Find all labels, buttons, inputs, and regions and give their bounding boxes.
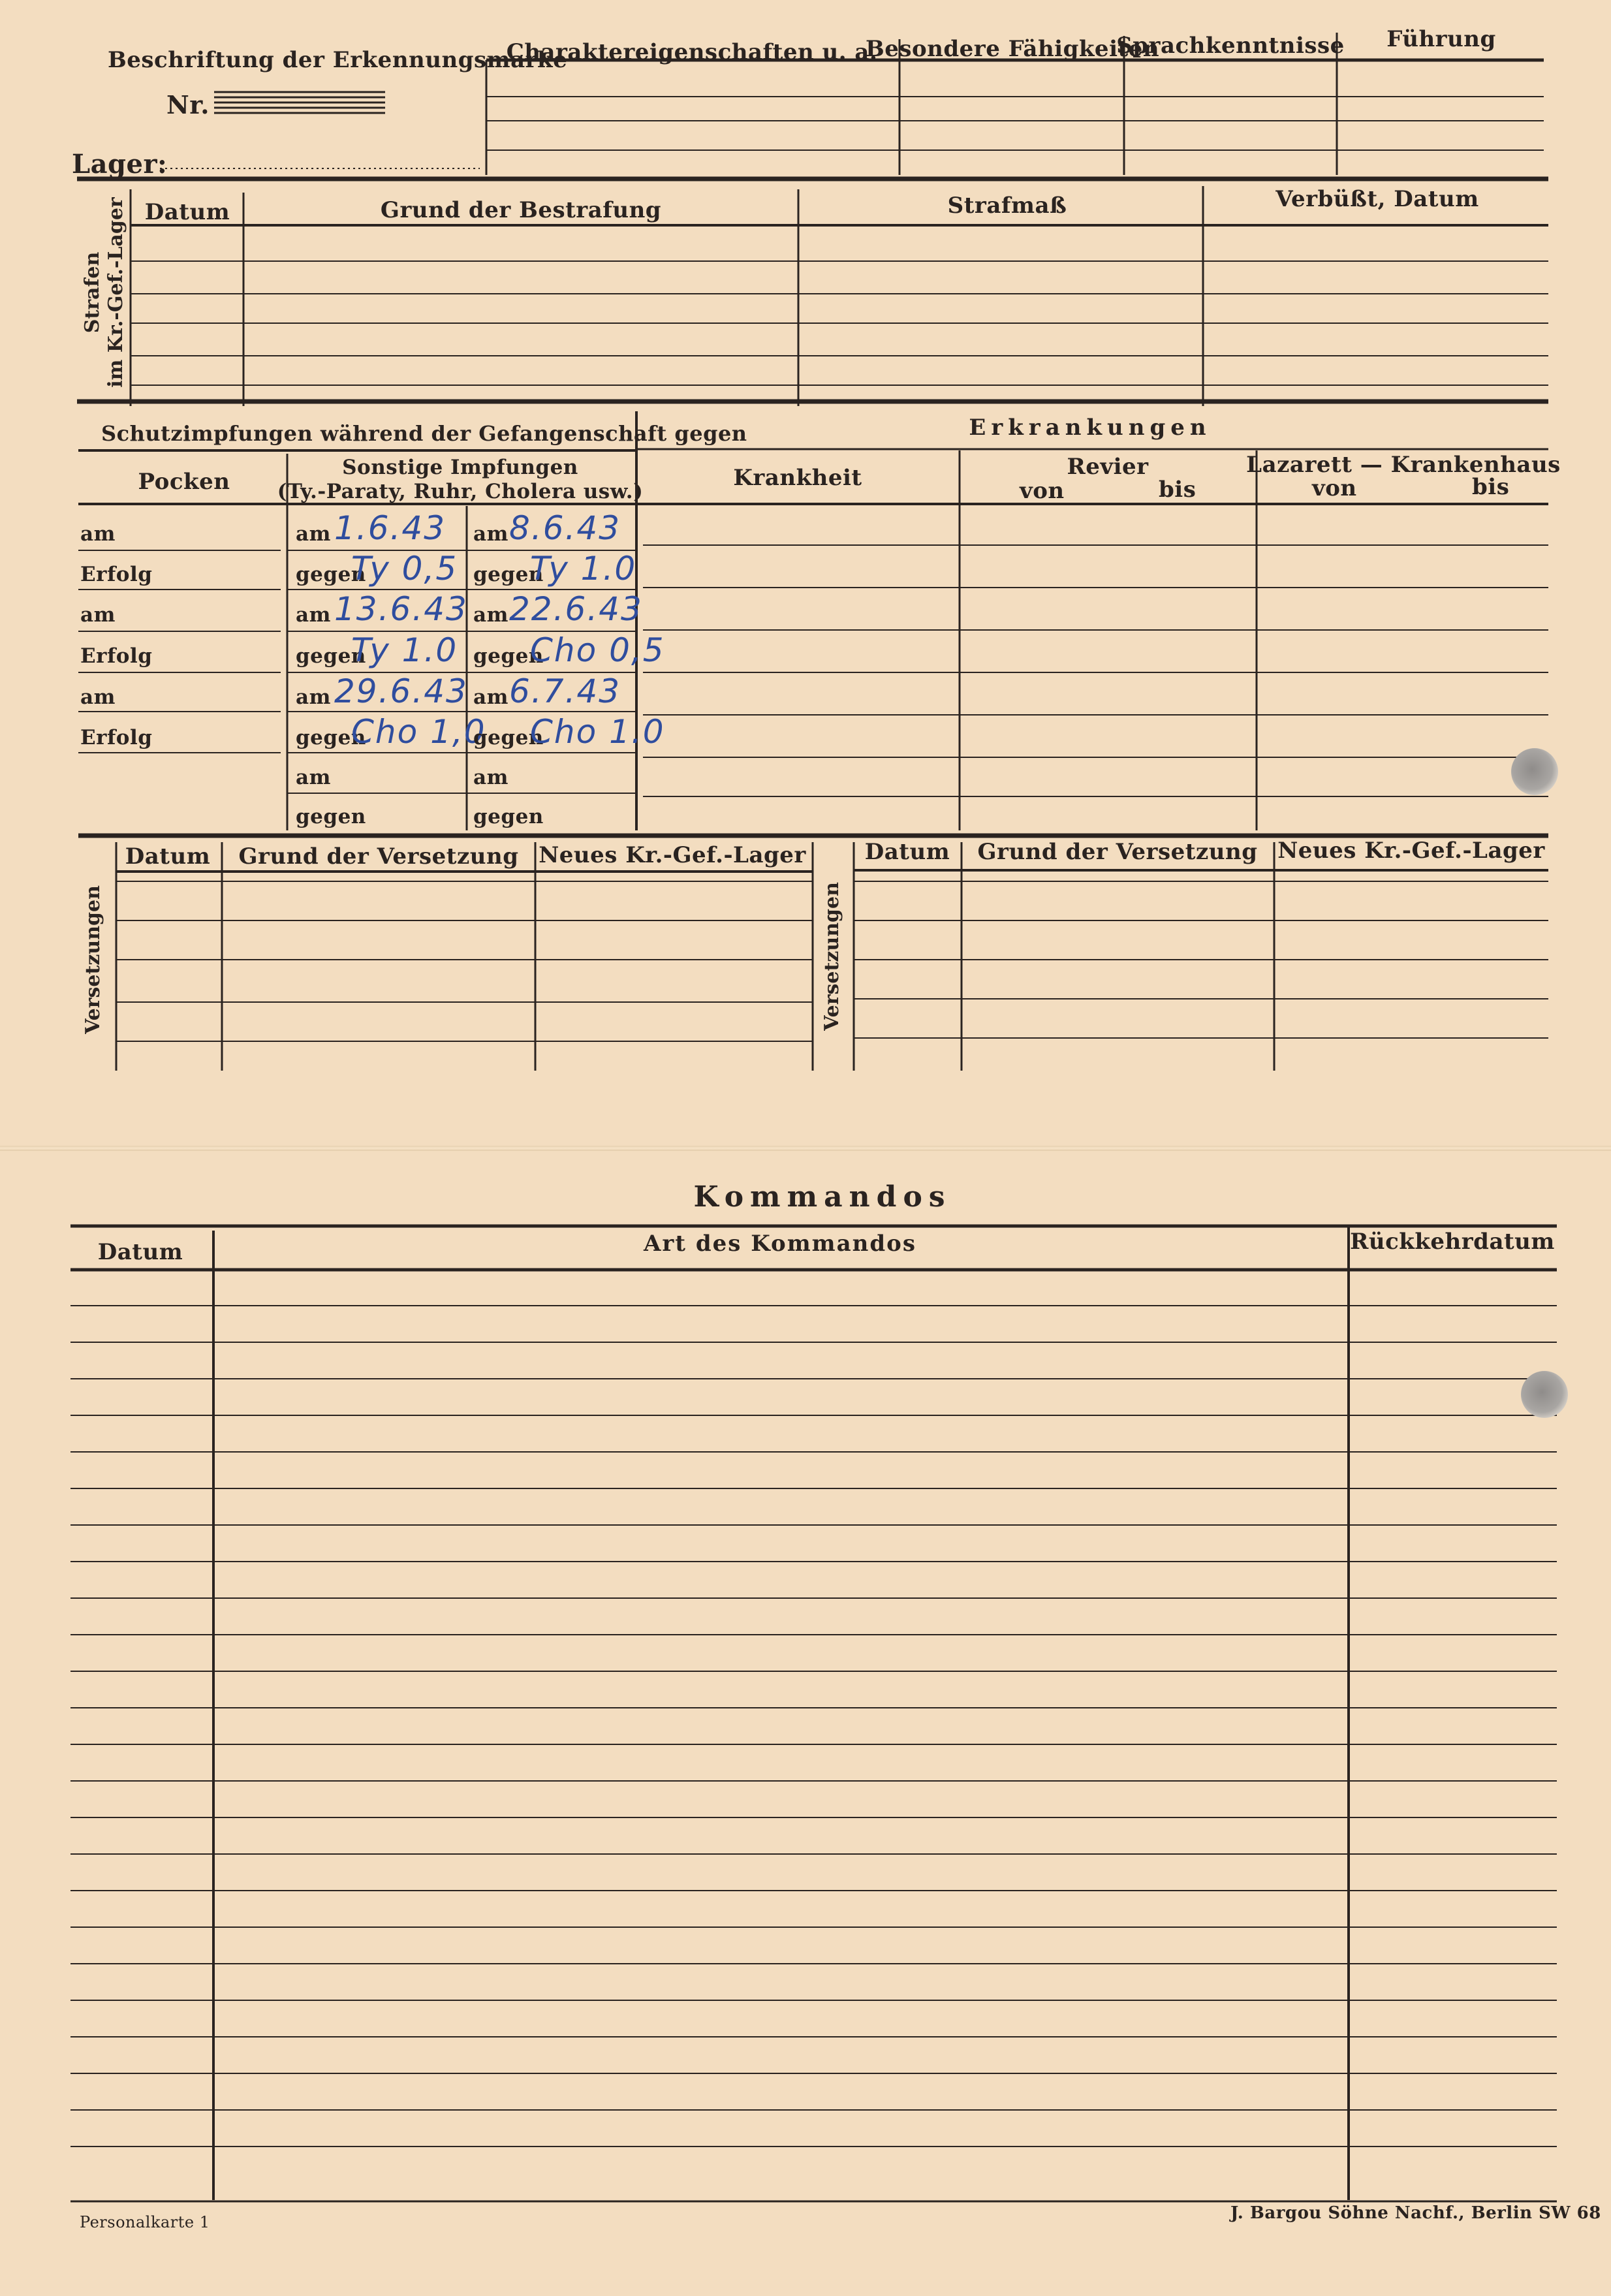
- footer-right: J. Bargou Söhne Nachf., Berlin SW 68: [1230, 2203, 1601, 2223]
- punch-hole: [1511, 748, 1558, 795]
- impfung-label: am: [473, 766, 508, 789]
- pocken-row-label: Erfolg: [80, 644, 153, 668]
- versetzung-left-lager: Neues Kr.-Gef.-Lager: [539, 842, 806, 868]
- versetzungen-side-label-right: Versetzungen: [821, 882, 843, 1031]
- impfung-label: gegen: [473, 726, 544, 749]
- strafen-header-strafmass: Strafmaß: [947, 193, 1067, 219]
- impfungen-pocken: Pocken: [138, 469, 230, 495]
- pocken-row-label: am: [80, 522, 116, 546]
- impfung-label: gegen: [473, 563, 544, 586]
- impfung-entry[interactable]: Ty 1.0: [530, 550, 637, 588]
- kommandos-header-datum: Datum: [97, 1239, 183, 1265]
- pocken-row-label: am: [80, 685, 116, 709]
- tag-title: Beschriftung der Erkennungsmarke: [108, 47, 568, 73]
- impfungen-title: Schutzimpfungen während der Gefangenschaft gegen: [101, 421, 747, 446]
- kommandos-title: Kommandos: [693, 1180, 952, 1214]
- footer-left: Personalkarte 1: [80, 2213, 210, 2231]
- impfung-entry[interactable]: Ty 0,5: [351, 550, 458, 588]
- impfung-label: am: [296, 685, 331, 709]
- impfungen-sonstige-2: (Ty.-Paraty, Ruhr, Cholera usw.): [277, 480, 644, 503]
- impfung-entry[interactable]: Cho 1.0: [530, 713, 665, 751]
- impfung-entry[interactable]: 1.6.43: [334, 509, 446, 547]
- header-charakter: Charaktereigenschaften u. a.: [506, 39, 878, 65]
- impfung-label: gegen: [296, 805, 366, 828]
- impfung-label: gegen: [473, 644, 544, 668]
- impfung-entry[interactable]: 8.6.43: [509, 509, 621, 547]
- erkrankungen-krankheit: Krankheit: [733, 465, 862, 491]
- impfung-label: am: [296, 522, 331, 546]
- lazarett-bis: bis: [1472, 474, 1510, 500]
- strafen-header-verbuesst: Verbüßt, Datum: [1275, 186, 1479, 212]
- erkrankungen-revier: Revier: [1067, 454, 1149, 480]
- strafen-header-datum: Datum: [144, 199, 230, 225]
- impfung-label: am: [473, 685, 508, 709]
- punch-hole: [1521, 1371, 1568, 1418]
- versetzung-right-grund: Grund der Versetzung: [977, 839, 1258, 865]
- versetzung-right-datum: Datum: [864, 839, 950, 865]
- impfung-label: gegen: [296, 563, 366, 586]
- impfungen-sonstige-1: Sonstige Impfungen: [342, 456, 578, 479]
- revier-bis: bis: [1159, 477, 1197, 503]
- strafen-header-grund: Grund der Bestrafung: [380, 197, 662, 223]
- lager-label: Lager:: [72, 149, 168, 180]
- impfung-label: gegen: [296, 644, 366, 668]
- lazarett-von: von: [1312, 475, 1357, 501]
- impfung-entry[interactable]: Ty 1.0: [351, 631, 458, 669]
- header-faehigkeiten: Besondere Fähigkeiten: [865, 36, 1160, 62]
- pocken-row-label: Erfolg: [80, 563, 153, 586]
- pocken-row-label: am: [80, 603, 116, 627]
- erkrankungen-lazarett: Lazarett — Krankenhaus: [1246, 452, 1561, 478]
- impfung-entry[interactable]: 22.6.43: [509, 590, 643, 628]
- header-fuehrung: Führung: [1386, 26, 1496, 52]
- versetzung-right-lager: Neues Kr.-Gef.-Lager: [1277, 838, 1545, 864]
- revier-von: von: [1020, 478, 1065, 504]
- impfung-entry[interactable]: 13.6.43: [334, 590, 468, 628]
- impfung-entry[interactable]: 6.7.43: [509, 672, 621, 710]
- impfung-label: gegen: [473, 805, 544, 828]
- nr-label: Nr.: [166, 90, 210, 119]
- impfung-entry[interactable]: 29.6.43: [334, 672, 468, 710]
- versetzungen-side-label-left: Versetzungen: [82, 885, 104, 1034]
- impfung-entry[interactable]: Cho 1,0: [351, 713, 486, 751]
- kommandos-header-rueckkehr: Rückkehrdatum: [1350, 1229, 1555, 1255]
- impfung-label: am: [296, 766, 331, 789]
- kommandos-header-art: Art des Kommandos: [644, 1231, 916, 1257]
- pocken-row-label: Erfolg: [80, 726, 153, 749]
- impfung-label: am: [473, 603, 508, 627]
- erkrankungen-title: Erkrankungen: [969, 415, 1212, 441]
- impfung-label: am: [296, 603, 331, 627]
- impfung-label: gegen: [296, 726, 366, 749]
- impfung-label: am: [473, 522, 508, 546]
- versetzung-left-datum: Datum: [125, 843, 211, 870]
- impfung-entry[interactable]: Cho 0,5: [530, 631, 665, 669]
- strafen-side-label: Strafen im Kr.-Gef.-Lager: [81, 197, 127, 388]
- header-sprachkenntnisse: Sprachkenntnisse: [1116, 33, 1345, 59]
- versetzung-left-grund: Grund der Versetzung: [238, 843, 519, 870]
